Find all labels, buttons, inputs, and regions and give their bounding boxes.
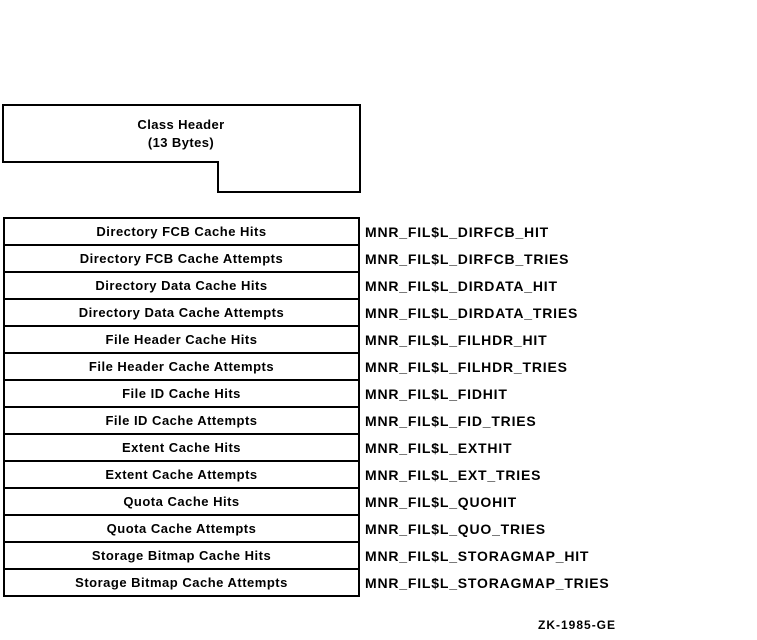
field-name: MNR_FIL$L_QUOHIT: [365, 493, 518, 510]
table-row: [5, 543, 590, 570]
field-table: [3, 217, 610, 597]
cache-cell: Extent Cache Attempts: [105, 467, 258, 482]
cache-cell: File ID Cache Hits: [122, 386, 241, 401]
table-row: [5, 381, 508, 408]
table-row: [5, 219, 550, 246]
table-row: [5, 273, 558, 300]
field-name: MNR_FIL$L_FIDHIT: [365, 385, 508, 402]
cache-cell: File Header Cache Hits: [105, 332, 258, 347]
table-row: [5, 354, 568, 381]
table-row: [5, 489, 518, 516]
cache-cell: Directory Data Cache Attempts: [78, 305, 285, 320]
cache-cell: Storage Bitmap Cache Hits: [91, 548, 272, 563]
cache-cell: Quota Cache Hits: [123, 494, 240, 509]
table-row: [5, 570, 610, 595]
field-name: MNR_FIL$L_DIRFCB_HIT: [365, 223, 550, 240]
table-row: [5, 246, 570, 273]
cache-cell: File ID Cache Attempts: [105, 413, 258, 428]
field-name: MNR_FIL$L_DIRDATA_HIT: [365, 277, 558, 294]
cache-cell: File Header Cache Attempts: [88, 359, 275, 374]
figure-code: ZK-1985-GE: [538, 618, 617, 632]
cache-cell: Storage Bitmap Cache Attempts: [75, 575, 288, 590]
class-header-label: [2, 116, 360, 152]
field-name: MNR_FIL$L_FILHDR_TRIES: [365, 358, 568, 375]
class-header-line1: Class Header: [137, 117, 225, 132]
cache-cell: Directory FCB Cache Hits: [96, 224, 267, 239]
table-row: [5, 408, 537, 435]
field-name: MNR_FIL$L_QUO_TRIES: [365, 520, 546, 537]
field-name: MNR_FIL$L_EXT_TRIES: [365, 466, 542, 483]
table-row: [5, 300, 579, 327]
table-row: [5, 327, 548, 354]
field-name: MNR_FIL$L_EXTHIT: [365, 439, 513, 456]
class-header-line2: (13 Bytes): [147, 135, 215, 150]
cache-cell: Directory FCB Cache Attempts: [79, 251, 284, 266]
field-name: MNR_FIL$L_FID_TRIES: [365, 412, 537, 429]
cache-cell: Directory Data Cache Hits: [95, 278, 268, 293]
field-name: MNR_FIL$L_DIRFCB_TRIES: [365, 250, 570, 267]
cache-cell: Quota Cache Attempts: [106, 521, 257, 536]
field-name: MNR_FIL$L_FILHDR_HIT: [365, 331, 548, 348]
table-row: [5, 516, 546, 543]
table-row: [5, 435, 513, 462]
field-name: MNR_FIL$L_STORAGMAP_TRIES: [365, 574, 610, 591]
field-name: MNR_FIL$L_STORAGMAP_HIT: [365, 547, 590, 564]
table-row: [5, 462, 542, 489]
cache-cell: Extent Cache Hits: [121, 440, 242, 455]
field-name: MNR_FIL$L_DIRDATA_TRIES: [365, 304, 579, 321]
